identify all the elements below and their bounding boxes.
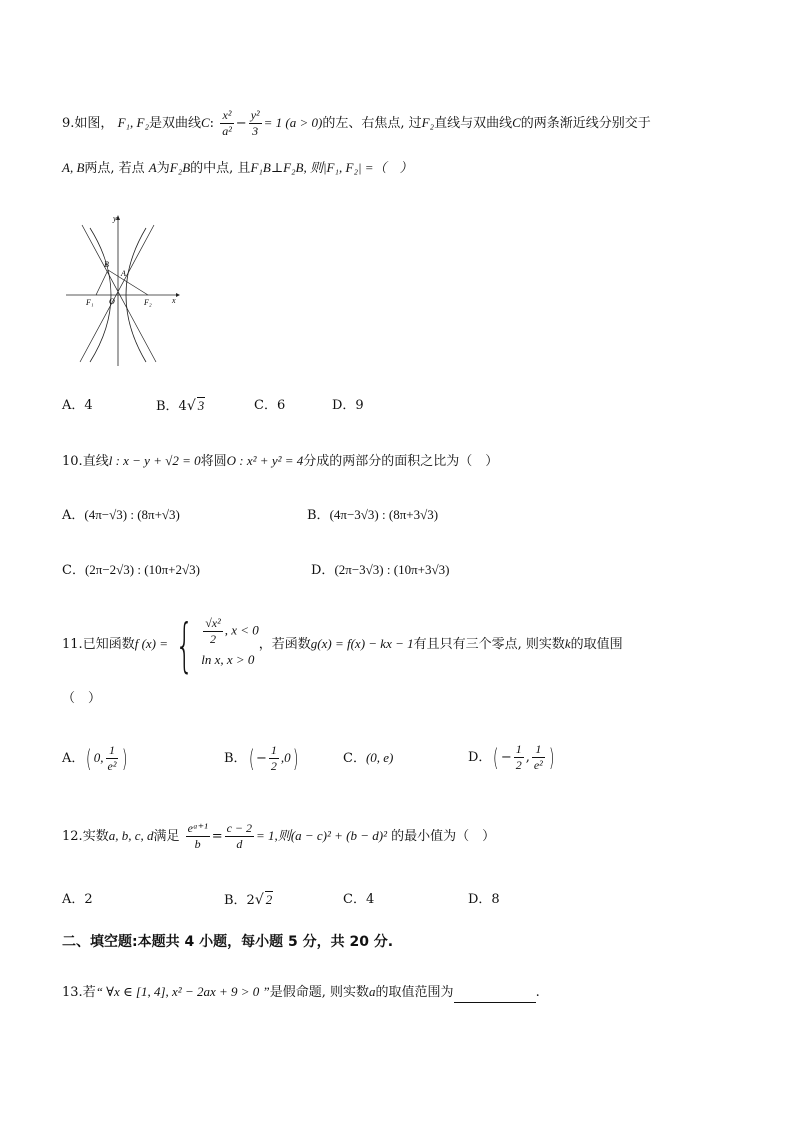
- label-a: A: [121, 269, 126, 278]
- q10-option-b[interactable]: B．(4π−3√3) : (8π+3√3): [307, 507, 439, 523]
- q9-text-9: , 则|F₁, F₂| =（ ）: [303, 160, 413, 175]
- q12-frac-1: $\frac{\text{eᵃ⁺¹}}{b}$: [187, 821, 208, 851]
- q9-frac-x: $\frac{\text{x²}}{\text{a²}}$: [222, 108, 232, 138]
- q11-text-2: ，若函数: [258, 637, 311, 652]
- section-2-heading: 二、填空题:本题共 4 小题，每小题 5 分，共 20 分.: [62, 934, 394, 950]
- q9-option-a[interactable]: A．4: [62, 398, 93, 413]
- q9-text-4: 直线与双曲线: [434, 116, 513, 131]
- q11-text-3: 有且只有三个零点, 则实数: [413, 637, 565, 652]
- q9-curve-name: C: [201, 115, 210, 130]
- label-x: x: [172, 296, 176, 305]
- q9-perp: F₁B⊥F₂B: [250, 160, 304, 175]
- q9-curve-name-2: C: [512, 115, 521, 130]
- asymptote-1: [82, 225, 156, 362]
- y-axis-arrow: [116, 215, 120, 220]
- q11-number: 11.: [62, 637, 83, 652]
- q12-number: 12.: [62, 829, 83, 844]
- asymptote-2: [80, 225, 154, 362]
- q10-text-1: 直线: [82, 454, 109, 469]
- q12-eq: = 1,: [256, 828, 278, 843]
- q10-line-eq: l : x − y + √2 = 0: [108, 453, 201, 468]
- q13-end: .: [535, 985, 540, 1000]
- q12-option-a[interactable]: A．2: [62, 892, 93, 907]
- q9-point-a: A: [148, 160, 157, 175]
- q10-option-c[interactable]: C．(2π−2√3) : (10π+2√3): [62, 562, 200, 578]
- q13-text-1: 若: [82, 985, 96, 1000]
- q11-k: k: [564, 636, 571, 651]
- q11-line1: [62, 612, 623, 677]
- label-o: O: [109, 297, 115, 306]
- label-f1: F₁: [86, 298, 94, 307]
- q11-line2: （ ）: [62, 691, 102, 706]
- q12-vars: a, b, c, d: [108, 828, 154, 843]
- q12-option-c[interactable]: C．4: [343, 892, 375, 907]
- label-b: B: [104, 260, 109, 269]
- q9-foci: F₁, F₂: [117, 115, 149, 130]
- q9-option-b[interactable]: B．4√ 3: [156, 398, 205, 414]
- q9-text-2: 是双曲线: [148, 116, 201, 131]
- q9-text-7: 为: [156, 161, 170, 176]
- q9-text-3: 的左、右焦点, 过: [322, 116, 422, 131]
- q11-text-4: 的取值围: [570, 637, 623, 652]
- q11-brace: {: [175, 610, 194, 679]
- q9-number: 9.: [62, 116, 75, 131]
- q9-line2: [62, 158, 413, 179]
- q10-number: 10.: [62, 454, 83, 469]
- q13-text-3: 的取值范围为: [375, 985, 454, 1000]
- q13-answer-blank[interactable]: [454, 988, 536, 1003]
- q12-text-4: 的最小值为（ ）: [391, 829, 496, 844]
- q11-fx: f (x) =: [134, 636, 169, 651]
- q11-option-b[interactable]: B．( − $\frac{1}{2}$ ,0): [224, 743, 299, 773]
- q13-number: 13.: [62, 985, 83, 1000]
- q10-circle-eq: O : x² + y² = 4: [226, 453, 304, 468]
- segment-f1-b: [96, 270, 108, 295]
- q9-line1: 9.如图， F₁, F₂是双曲线C: $\frac{\text{x²}}{\text{a²}}$ − $\frac{\text{y²}}{3}$ = 1 (a > 0)的左、右焦点, 过F₂直线与双曲线C的两条渐近线分别交于: [62, 108, 651, 138]
- q9-text-6: 两点, 若点: [84, 161, 145, 176]
- q13-line: [62, 982, 540, 1003]
- label-y: y: [113, 214, 117, 223]
- q10-line: [62, 451, 498, 472]
- q12-text-1: 实数: [82, 829, 109, 844]
- q10-option-d[interactable]: D．(2π−3√3) : (10π+3√3): [311, 562, 450, 578]
- x-axis-arrow: [176, 293, 180, 297]
- q11-option-d[interactable]: D．( − $\frac{1}{2}$ , $\frac{1}{\text{e²}}$ ): [468, 742, 555, 772]
- q12-line: 12.实数a, b, c, d满足 $\frac{\text{eᵃ⁺¹}}{b}$ = $\frac{c - 2}{d}$ = 1,则(a − c)² + (b − d)² 的最小值为（ ）: [62, 821, 496, 851]
- q10-option-a[interactable]: A．(4π−√3) : (8π+√3): [62, 507, 180, 523]
- q11-cases: $\frac{\text{√x²}}{2}$ , x < 0 ln x, x > 0: [201, 616, 259, 667]
- q9-text-1: 如图，: [74, 116, 114, 131]
- q12-option-d[interactable]: D．8: [468, 892, 500, 907]
- q11-text-1: 已知函数: [82, 637, 135, 652]
- q9-text-5: 的两条渐近线分别交于: [520, 116, 651, 131]
- q9-text-8: 的中点, 且: [190, 161, 251, 176]
- hyperbola-figure: [62, 210, 182, 370]
- label-f2: F₂: [144, 298, 152, 307]
- q9-f2b: F₂B: [169, 160, 191, 175]
- q10-text-3: 分成的两部分的面积之比为（ ）: [303, 454, 499, 469]
- q12-option-b[interactable]: B．2√ 2: [224, 892, 273, 908]
- q13-a: a: [369, 984, 376, 999]
- q11-option-a[interactable]: A．( 0, $\frac{1}{\text{e²}}$ ): [62, 743, 128, 773]
- q9-points-ab: A, B: [62, 160, 85, 175]
- q12-frac-2: $\frac{c - 2}{d}$: [226, 821, 253, 851]
- q11-gx: g(x) = f(x) − kx − 1: [310, 636, 414, 651]
- q13-statement: “ ∀x ∈ [1, 4], x² − 2ax + 9 > 0 ”: [95, 984, 270, 999]
- q11-option-c[interactable]: C．(0, e): [343, 750, 394, 766]
- q10-text-2: 将圆: [200, 454, 227, 469]
- q9-f2: F₂: [421, 115, 435, 130]
- q9-frac-y: $\frac{\text{y²}}{3}$: [250, 108, 260, 138]
- q12-text-2: 满足: [153, 829, 180, 844]
- q13-text-2: 是假命题, 则实数: [269, 985, 370, 1000]
- q9-eq-rest: = 1 (a > 0): [263, 115, 323, 130]
- q9-option-d[interactable]: D．9: [332, 398, 364, 413]
- q12-text-3: 则(a − c)² + (b − d)²: [277, 828, 388, 843]
- q9-option-c[interactable]: C．6: [254, 398, 286, 413]
